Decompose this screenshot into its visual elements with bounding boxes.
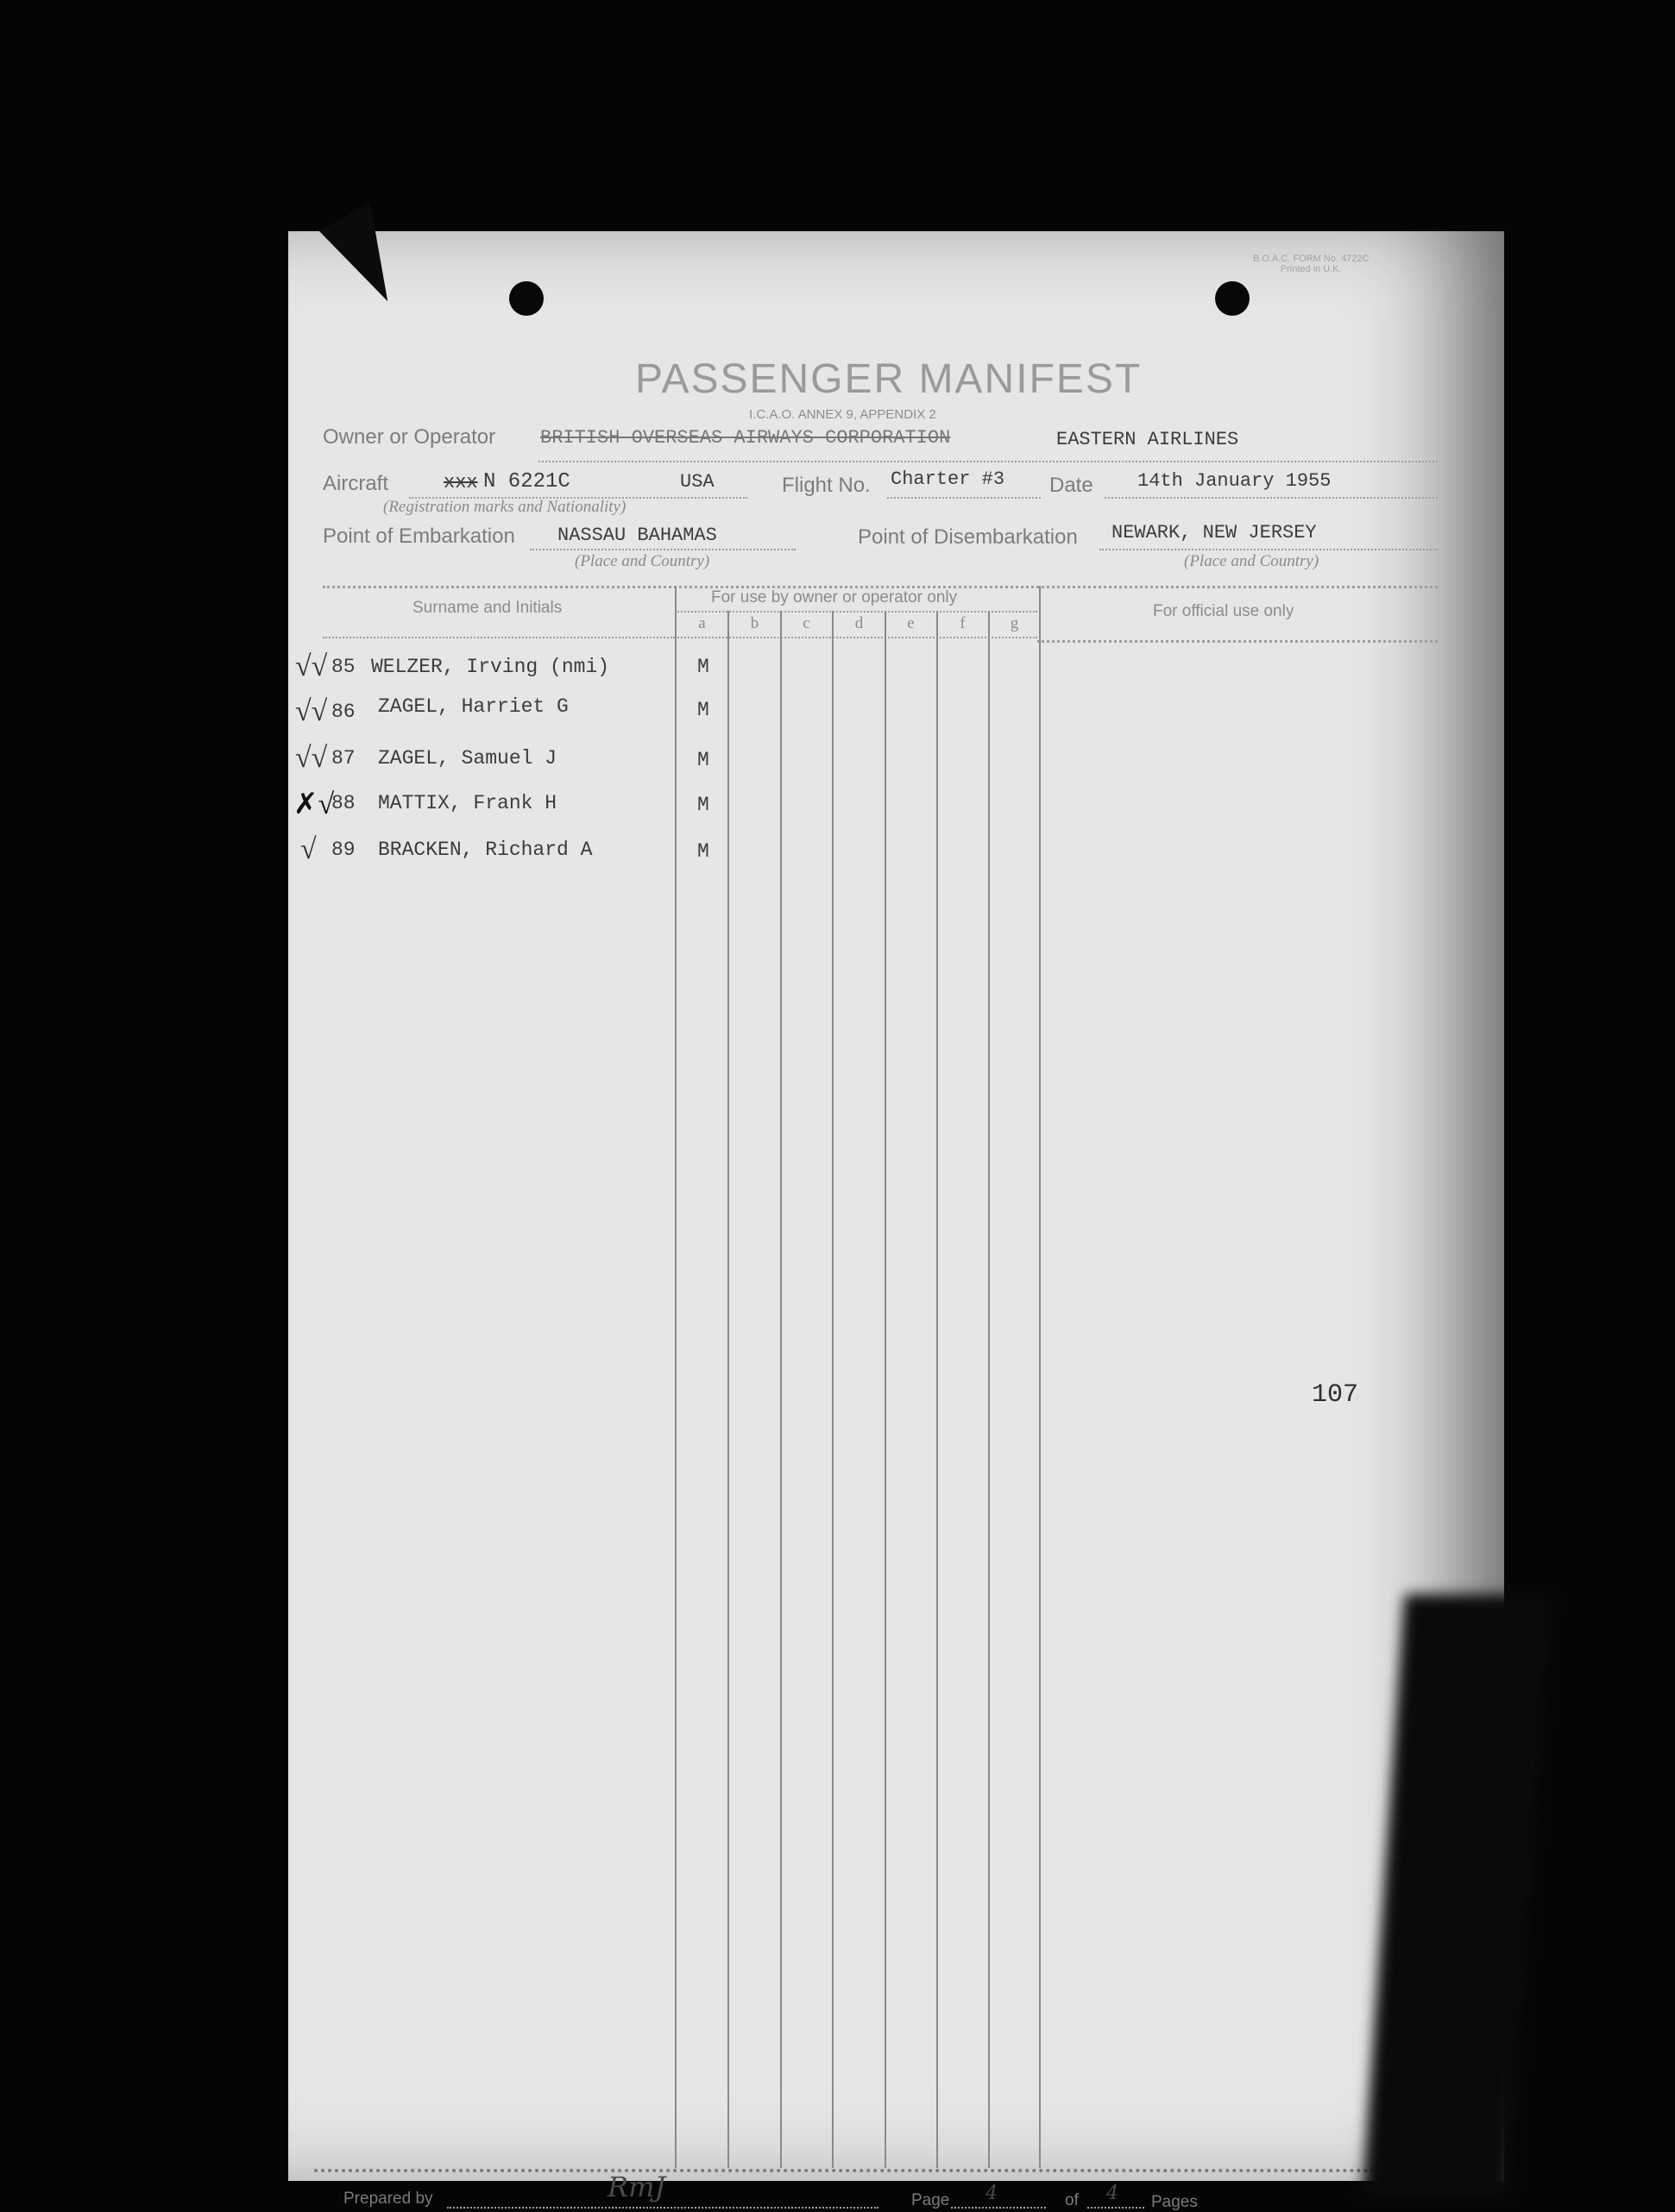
passenger-name: ZAGEL, Harriet G [378, 695, 569, 718]
surname-header-rule [323, 637, 675, 638]
page-value: 4 [985, 2183, 998, 2204]
column-rule-1 [675, 586, 677, 2168]
column-d-header: d [854, 614, 864, 632]
owner-struck-text: BRITISH OVERSEAS AIRWAYS CORPORATION [540, 427, 951, 449]
column-rule-6 [936, 611, 938, 2168]
row-tick-mark: √√ [295, 650, 328, 682]
passenger-name: ZAGEL, Samuel J [378, 747, 557, 770]
column-a-value: M [697, 840, 709, 863]
page-label: Page [911, 2191, 950, 2209]
embarkation-value: NASSAU BAHAMAS [557, 525, 717, 546]
pages-label: Pages [1151, 2193, 1198, 2211]
flight-dotted-line [887, 497, 1041, 499]
row-tick-mark: √√ [295, 742, 328, 774]
owner-dotted-line [538, 461, 1438, 462]
form-number-line1: B.O.A.C. FORM No. 4722C [1253, 254, 1370, 264]
official-header-rule [1037, 640, 1438, 643]
passenger-name: BRACKEN, Richard A [378, 839, 593, 861]
row-number: 88 [331, 792, 356, 814]
aircraft-label: Aircraft [323, 472, 389, 495]
owner-use-header: For use by owner or operator only [711, 588, 958, 606]
prepared-by-label: Prepared by [343, 2190, 433, 2208]
row-number: 86 [331, 701, 356, 723]
embarkation-note: (Place and Country) [575, 552, 710, 570]
letters-rule [675, 637, 1037, 638]
manifest-title: PASSENGER MANIFEST [635, 356, 1143, 402]
column-rule-8 [1039, 586, 1041, 2168]
row-number: 87 [331, 747, 356, 770]
row-tick-mark: √ [300, 833, 317, 865]
total-dotted-line [1087, 2207, 1144, 2209]
date-label: Date [1049, 474, 1093, 497]
disembarkation-label: Point of Disembarkation [858, 525, 1078, 549]
disembarkation-note: (Place and Country) [1184, 552, 1319, 570]
column-rule-5 [885, 611, 886, 2168]
column-a-value: M [697, 794, 709, 816]
embarkation-dotted-line [530, 549, 796, 550]
punch-hole-right [1215, 281, 1250, 316]
of-label: of [1065, 2191, 1079, 2209]
column-a-value: M [697, 699, 709, 721]
row-tick-mark: √√ [295, 695, 328, 727]
total-pages-value: 4 [1106, 2183, 1118, 2204]
column-a-header: a [698, 614, 706, 632]
aircraft-struck-prefix: xxx [444, 472, 478, 493]
passenger-name: WELZER, Irving (nmi) [371, 656, 610, 678]
column-b-header: b [750, 614, 759, 632]
manifest-subtitle: I.C.A.O. ANNEX 9, APPENDIX 2 [749, 407, 936, 422]
manifest-page [288, 231, 1504, 2211]
flight-label: Flight No. [782, 474, 871, 497]
column-e-header: e [907, 614, 915, 632]
official-use-header: For official use only [1153, 602, 1294, 620]
disembarkation-dotted-line [1099, 549, 1438, 550]
date-dotted-line [1105, 497, 1438, 499]
form-number [1253, 254, 1369, 274]
row-number: 85 [331, 656, 356, 678]
column-rule-7 [988, 611, 990, 2168]
prepared-by-dotted-line [447, 2207, 878, 2209]
column-rule-2 [727, 611, 729, 2168]
row-tick-mark: ✗√ [293, 789, 335, 820]
column-c-header: c [803, 614, 810, 632]
column-rule-3 [780, 611, 782, 2168]
column-rule-4 [832, 611, 834, 2168]
date-value: 14th January 1955 [1137, 470, 1332, 492]
torn-corner [319, 202, 418, 313]
scan-shadow [1363, 1594, 1552, 2198]
flight-value: Charter #3 [891, 468, 1005, 490]
row-number: 89 [331, 839, 356, 861]
column-a-value: M [697, 749, 709, 771]
owner-value: EASTERN AIRLINES [1056, 429, 1239, 450]
form-number-line2: Printed in U.K. [1280, 264, 1342, 274]
column-f-header: f [960, 614, 966, 632]
aircraft-value: N 6221C [483, 470, 570, 493]
owner-use-subrule [675, 611, 1037, 613]
column-g-header: g [1010, 614, 1019, 632]
owner-label: Owner or Operator [323, 425, 496, 449]
preparer-signature: RmJ [608, 2171, 666, 2203]
page-dotted-line [951, 2207, 1046, 2209]
surname-header: Surname and Initials [412, 599, 563, 617]
punch-hole-left [509, 281, 544, 316]
embarkation-label: Point of Embarkation [323, 525, 515, 548]
disembarkation-value: NEWARK, NEW JERSEY [1111, 522, 1317, 544]
aircraft-note: (Registration marks and Nationality) [383, 498, 627, 516]
official-page-number: 107 [1312, 1380, 1359, 1410]
passenger-name: MATTIX, Frank H [378, 792, 557, 814]
column-a-value: M [697, 656, 709, 678]
nationality-value: USA [680, 471, 715, 493]
table-bottom-rule [314, 2169, 1438, 2172]
